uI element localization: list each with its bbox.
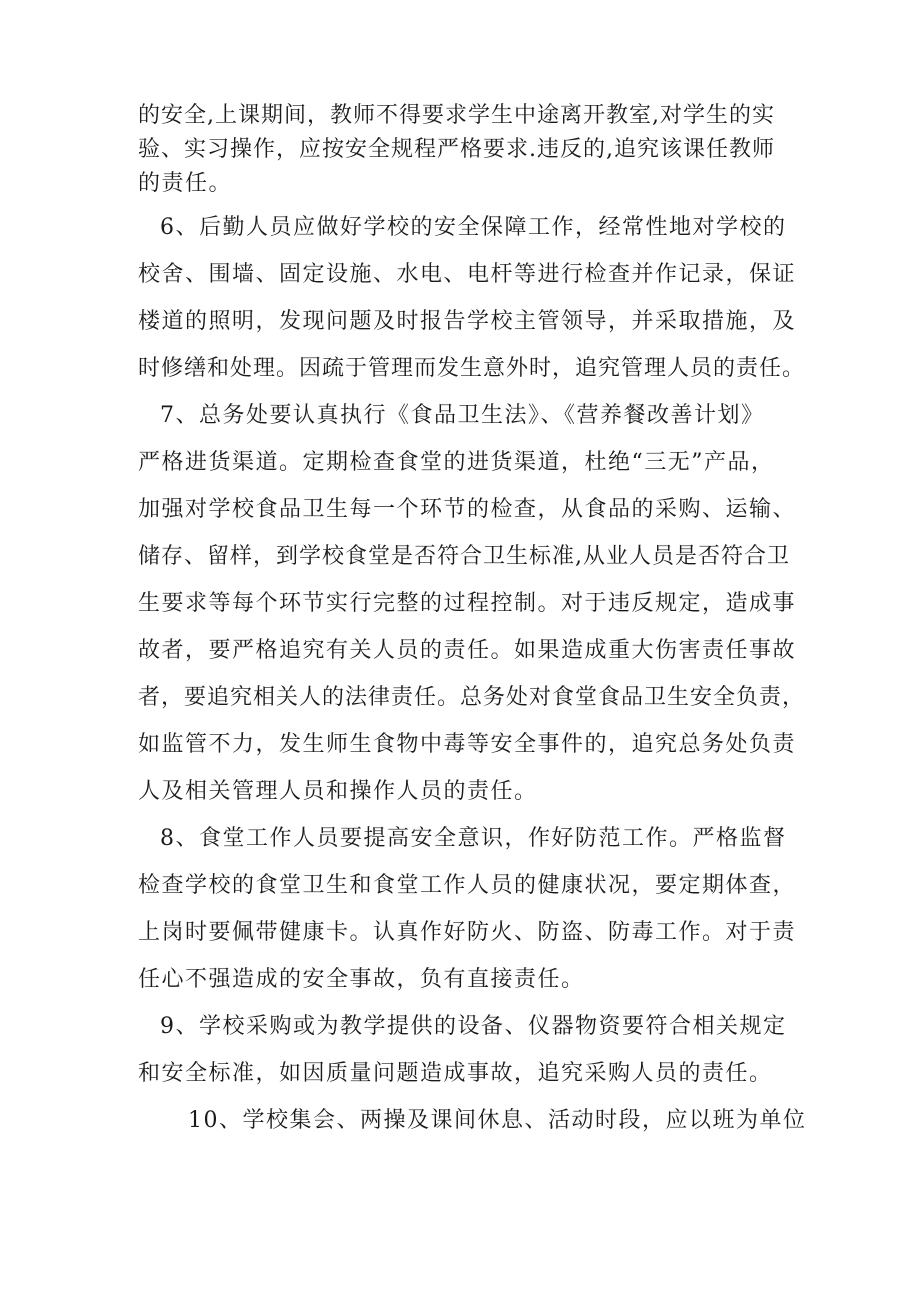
text-line: 的安全,上课期间，教师不得要求学生中途离开教室,对学生的实 <box>138 103 775 128</box>
text-line: 验、实习操作，应按安全规程严格要求.违反的,追究该课任教师 <box>138 137 775 162</box>
text-line: 和安全标准，如因质量问题造成事故，追究采购人员的责任。 <box>138 1061 773 1086</box>
text-line: 9、学校采购或为教学提供的设备、仪器物资要符合相关规定 <box>160 1014 787 1039</box>
text-line: 楼道的照明，发现问题及时报告学校主管领导，并采取措施，及 <box>138 309 797 334</box>
text-line: 如监管不力，发生师生食物中毒等安全事件的，追究总务处负责 <box>138 732 797 757</box>
text-line: 的责任。 <box>138 171 233 196</box>
text-line: 上岗时要佩带健康卡。认真作好防火、防盗、防毒工作。对于责 <box>138 920 797 945</box>
text-line: 时修缮和处理。因疏于管理而发生意外时，追究管理人员的责任。 <box>138 356 806 381</box>
text-line: 人及相关管理人员和操作人员的责任。 <box>138 779 538 804</box>
text-line: 者，要追究相关人的法律责任。总务处对食堂食品卫生安全负责， <box>138 685 806 710</box>
text-line: 8、食堂工作人员要提高安全意识，作好防范工作。严格监督 <box>160 826 787 851</box>
text-line: 任心不强造成的安全事故，负有直接责任。 <box>138 967 585 992</box>
text-line: 加强对学校食品卫生每一个环节的检查，从食品的采购、运输、 <box>138 497 797 522</box>
text-line: 生要求等每个环节实行完整的过程控制。对于违反规定，造成事 <box>138 591 797 616</box>
text-line: 10、学校集会、两操及课间休息、活动时段，应以班为单位 <box>188 1108 807 1133</box>
text-line: 严格进货渠道。定期检查食堂的进货渠道，杜绝“三无”产品， <box>138 450 775 475</box>
text-line: 故者，要严格追究有关人员的责任。如果造成重大伤害责任事故 <box>138 638 797 663</box>
text-line: 检查学校的食堂卫生和食堂工作人员的健康状况，要定期体查， <box>138 873 797 898</box>
text-line: 7、总务处要认真执行《食品卫生法》、《营养餐改善计划》 <box>160 403 765 428</box>
text-line: 6、后勤人员应做好学校的安全保障工作，经常性地对学校的 <box>160 215 787 240</box>
text-line: 储存、留样，到学校食堂是否符合卫生标准,从业人员是否符合卫 <box>138 544 790 569</box>
text-line: 校舍、围墙、固定设施、水电、电杆等进行检查并作记录，保证 <box>138 262 797 287</box>
